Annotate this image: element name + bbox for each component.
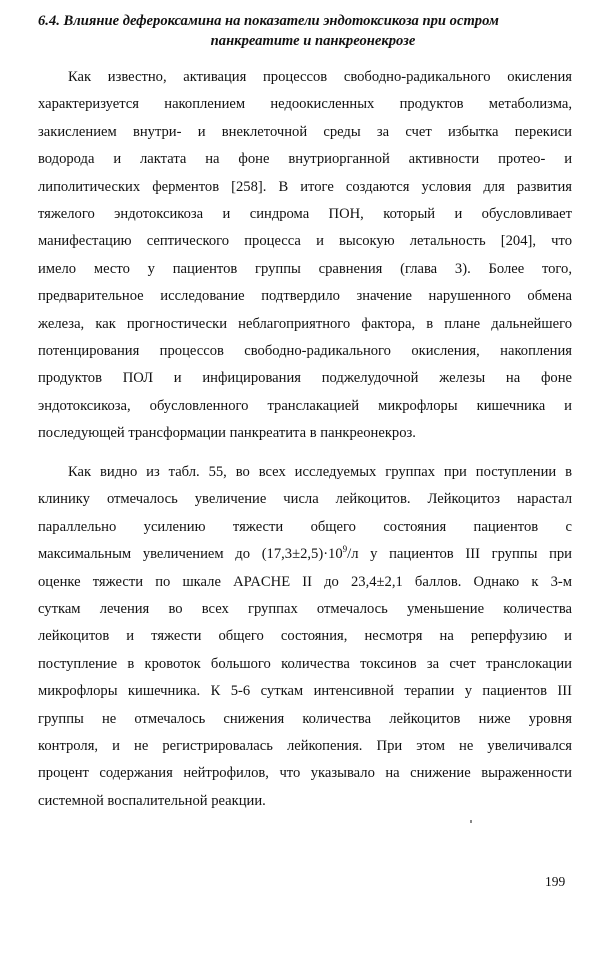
text-line: имело место у пациентов группы сравнения (глава 3). Более того, (38, 260, 572, 277)
text-fragment: /л у пациентов III группы при (347, 546, 572, 563)
text-line: группы не отмечалось снижения количества лейкоцитов ниже уровня (38, 710, 572, 727)
text-line: последующей трансформации панкреатита в панкреонекроз. (38, 425, 416, 442)
text-line: манифестацию септического процесса и высокую летальность [204], что (38, 233, 572, 250)
text-line: тяжелого эндотоксикоза и синдрома ПОН, который и обусловливает (38, 205, 572, 222)
text-line: процент содержания нейтрофилов, что указывало на снижение выраженности (38, 765, 572, 782)
text-line: суткам лечения во всех группах отмечалось уменьшение количества (38, 600, 572, 617)
scan-artifact-dot (470, 820, 472, 823)
text-line: Как известно, активация процессов свободно-радикального окисления (68, 69, 572, 85)
text-line: липолитических ферментов [258]. В итоге создаются условия для развития (38, 178, 572, 195)
text-line: лейкоцитов и тяжести общего состояния, несмотря на реперфузию и (38, 628, 572, 645)
text-line: оценке тяжести по шкале APACHE II до 23,4±2,1 баллов. Однако к 3-м (38, 573, 572, 590)
superscript-exponent: 9 (342, 544, 348, 555)
text-line: системной воспалительной реакции. (38, 792, 266, 809)
text-line: закислением внутри- и внеклеточной среды за счет избытка перекиси (38, 123, 572, 140)
section-heading-line2: панкреатите и панкреонекрозе (210, 33, 416, 49)
text-fragment: максимальным увеличением до (17,3±2,5)·10 (38, 546, 343, 563)
text-line: предварительное исследование подтвердило значение нарушенного обмена (38, 288, 572, 305)
paragraph-2 (38, 459, 572, 815)
page-number: 199 (545, 874, 566, 889)
text-line: микрофлоры кишечника. К 5-6 суткам интенсивной терапии у пациентов III (38, 683, 572, 700)
text-line: продуктов ПОЛ и инфицирования поджелудочной железы на фоне (38, 370, 572, 387)
text-line: параллельно усилению тяжести общего состояния пациентов с (38, 518, 572, 535)
text-line: поступление в кровоток большого количества токсинов за счет транслокации (38, 655, 572, 672)
paragraph-1 (38, 64, 572, 447)
text-line: клинику отмечалось увеличение числа лейкоцитов. Лейкоцитоз нарастал (38, 491, 572, 508)
section-heading (38, 11, 578, 51)
section-heading-line1: 6.4. Влияние дефероксамина на показатели эндотоксикоза при остром (38, 13, 499, 29)
text-line: эндотоксикоза, обусловленного транслакацией микрофлоры кишечника и (38, 397, 572, 414)
text-line: водорода и лактата на фоне внутриорганной активности протео- и (38, 151, 572, 168)
text-line: Как видно из табл. 55, во всех исследуемых группах при поступлении в (68, 464, 572, 480)
text-line: характеризуется накоплением недоокисленных продуктов метаболизма, (38, 96, 572, 113)
text-line: потенцирования процессов свободно-радикального окисления, накопления (38, 342, 572, 359)
text-line-with-superscript (38, 541, 572, 568)
text-line: контроля, и не регистрировалась лейкопения. При этом не увеличивался (38, 737, 572, 754)
text-line: железа, как прогностически неблагоприятного фактора, в плане дальнейшего (38, 315, 572, 332)
